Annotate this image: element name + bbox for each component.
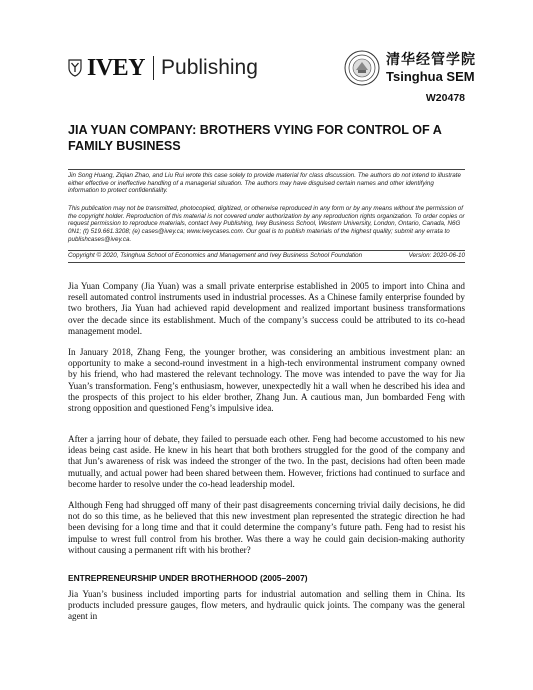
ivey-shield-icon [68, 59, 82, 77]
case-number: W20478 [425, 92, 465, 104]
case-title [68, 122, 468, 154]
tsinghua-english-name: Tsinghua SEM [386, 68, 475, 84]
copyright-notice: Copyright © 2020, Tsinghua School of Economics and Management and Ivey Business School Foundation [68, 252, 363, 259]
tsinghua-chinese-name: 清华经管学院 [386, 51, 476, 68]
ivey-publishing-logo [68, 54, 258, 82]
ivey-wordmark: IVEY [87, 55, 146, 81]
tsinghua-sem-logo [344, 48, 476, 88]
body-paragraph: Jia Yuan’s business included importing parts for industrial automation and selling them in China. Its products included pressure gauges, flow meters, and hydraulic quick joints. The company was the general agent in [68, 589, 465, 622]
case-title-line: JIA YUAN COMPANY: BROTHERS VYING FOR CONTROL OF A [68, 123, 442, 137]
section-heading: ENTREPRENEURSHIP UNDER BROTHERHOOD (2005–2007) [68, 573, 308, 583]
permission-note: This publication may not be transmitted, photocopied, digitized, or otherwise reproduced in any form or by any means without the permission of the copyright holder. Reproduction of this material is not covered under authorization by any reproduction rights organization. To order copies or request permission to reproduce materials, contact Ivey Publishing, Ivey Business School, Western University, London, Ontario, Canada, N6G 0N1; (t) 519.661.3208; (e) cases@ivey.ca; www.iveycases.com. Our goal is to publish materials of the highest quality; submit any errata to publishcases@ivey.ca. [68, 205, 465, 243]
divider-rule [68, 250, 465, 251]
body-paragraph: In January 2018, Zhang Feng, the younger brother, was considering an ambitious investment plan: an opportunity to make a second-round investment in a high-tech environmental instrument company owned by his friend, who had mastered the relevant technology. The move was intended to pave the way for Jia Yuan’s transformation. Feng’s enthusiasm, however, unexpectedly hit a wall when he described his idea and the prospects of this project to his elder brother, Zhang Jun. A cautious man, Jun bombarded Feng with strong opposition and questioned Feng’s impulsive idea. [68, 347, 465, 414]
authors-note: Jin Song Huang, Ziqian Zhao, and Liu Rui wrote this case solely to provide material for class discussion. The authors do not intend to illustrate either effective or ineffective handling of a managerial situation. The authors may have disguised certain names and other identifying information to protect confidentiality. [68, 172, 461, 195]
divider-rule [68, 169, 465, 170]
logo-divider [153, 56, 154, 80]
divider-rule [68, 262, 465, 263]
version-label: Version: 2020-06-10 [408, 252, 465, 259]
body-paragraph: Although Feng had shrugged off many of their past disagreements concerning trivial daily decisions, he did not do so this time, as he believed that this new investment plan represented the strategic direction he had been devising for a long time and that it could determine the company’s future path. Feng had to resist his impulse to wrest full control from his brother. Was there a way he could gain decision-making authority without causing a permanent rift with his brother? [68, 500, 465, 555]
body-paragraph: After a jarring hour of debate, they failed to persuade each other. Feng had become accustomed to his new ideas being cast aside. He knew in his heart that both brothers struggled for the good of the company and that Jun’s awareness of risk was indeed the stronger of the two. In the past, decisions had often been made mutually, and actual power had been shared between them. However, frictions had continued to surface and become harder to resolve under the co-head leadership model. [68, 434, 465, 489]
copyright-row [68, 252, 465, 259]
tsinghua-seal-icon [344, 50, 380, 86]
body-paragraph: Jia Yuan Company (Jia Yuan) was a small private enterprise established in 2005 to import into China and resell automated control instruments used in industrial processes. As a Chinese family enterprise founded by two brothers, Jia Yuan had achieved rapid development and realized important business transformations over the decade since its establishment. Much of the company’s success could be attributed to its co-head management model. [68, 281, 465, 336]
publishing-label: Publishing [161, 56, 258, 79]
case-title-line: FAMILY BUSINESS [68, 139, 181, 153]
